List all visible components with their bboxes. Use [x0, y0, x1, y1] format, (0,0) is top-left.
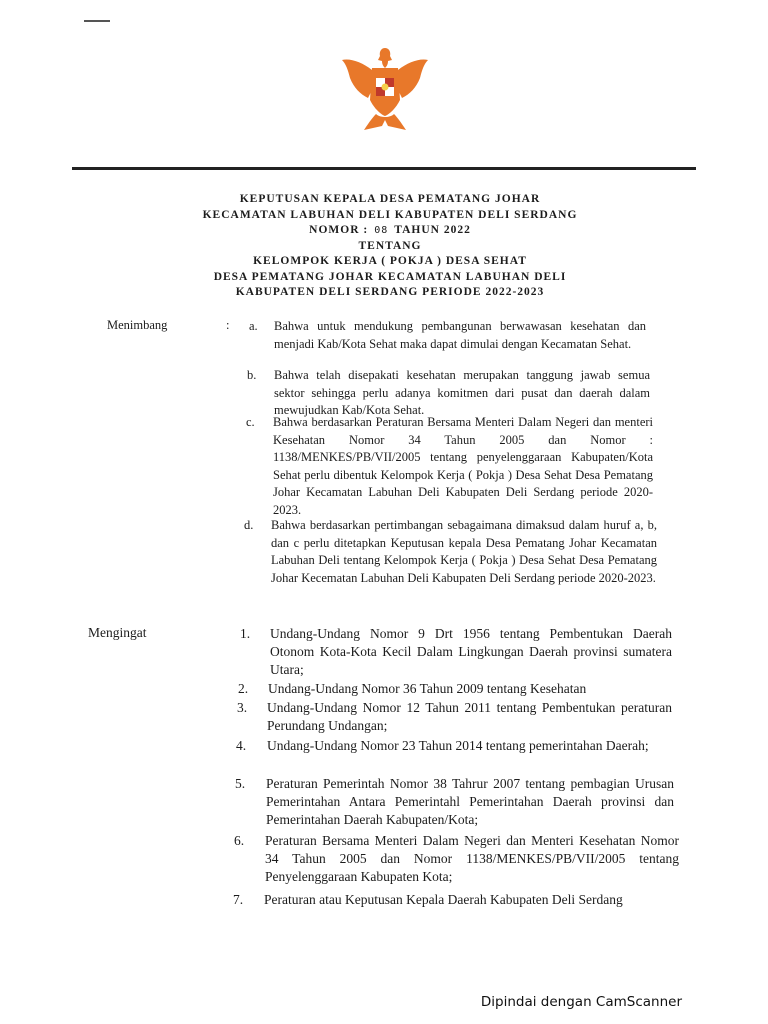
scan-mark	[84, 20, 110, 22]
item-marker: 1.	[240, 626, 251, 641]
nomor-tahun: TAHUN 2022	[394, 224, 471, 236]
nomor-value: 08	[374, 225, 389, 236]
item-text: Undang-Undang Nomor 23 Tahun 2014 tentang pemerintahan Daerah;	[267, 738, 649, 753]
item-text: Bahwa untuk mendukung pembangunan berwawasan kesehatan dan menjadi Kab/Kota Sehat maka dapat dimulai dengan Kecamatan Sehat.	[274, 319, 646, 351]
nomor-line	[120, 223, 660, 239]
item-marker: a.	[249, 319, 258, 333]
item-text: Peraturan Bersama Menteri Dalam Negeri dan Menteri Kesehatan Nomor 34 Tahun 2005 dan Nomor 1138/MENKES/PB/VII/2005 tentang Penyelenggaraan Kabupaten Kota;	[265, 833, 679, 884]
title-line-1: KELOMPOK KERJA ( POKJA ) DESA SEHAT	[253, 255, 527, 267]
item-text: Undang-Undang Nomor 36 Tahun 2009 tentang Kesehatan	[268, 681, 587, 696]
title-line-2: DESA PEMATANG JOHAR KECAMATAN LABUHAN DELI	[213, 270, 567, 283]
garuda-emblem-icon	[338, 44, 432, 134]
header-rule	[72, 167, 696, 170]
item-text: Peraturan atau Keputusan Kepala Daerah Kabupaten Deli Serdang	[264, 892, 623, 907]
item-text: Bahwa telah disepakati kesehatan merupakan tanggung jawab semua sektor sehingga perlu adanya komitmen dari pusat dan daerah dalam mewujudkan Kab/Kota Sehat.	[274, 368, 650, 417]
title-line-3: KABUPATEN DELI SERDANG PERIODE 2022-2023	[235, 286, 545, 298]
nomor-label: NOMOR :	[309, 224, 369, 236]
item-text: Peraturan Pemerintah Nomor 38 Tahrur 2007 tentang pembagian Urusan Pemerintahan Antara Pemerintahl Pemerintahan Daerah provinsi dan Pemerintahan Daerah Kabupaten/Kota;	[266, 776, 674, 827]
item-marker: d.	[244, 518, 254, 532]
item-marker: 2.	[238, 681, 249, 696]
tentang-line: TENTANG	[358, 239, 422, 252]
header-line-2: KECAMATAN LABUHAN DELI KABUPATEN DELI SERDANG	[202, 208, 578, 221]
item-marker: 5.	[235, 776, 246, 791]
header-line-1: KEPUTUSAN KEPALA DESA PEMATANG JOHAR	[239, 193, 541, 205]
item-text: Undang-Undang Nomor 9 Drt 1956 tentang Pembentukan Daerah Otonom Kota-Kota Kecil Dalam Lingkungan Daerah provinsi sumatera Utara;	[270, 626, 672, 677]
item-marker: c.	[246, 415, 255, 429]
scanner-watermark: Dipindai dengan CamScanner	[480, 994, 682, 1010]
item-marker: 3.	[237, 700, 248, 715]
menimbang-colon: :	[226, 318, 230, 332]
menimbang-label: Menimbang	[107, 318, 168, 332]
mengingat-label: Mengingat	[88, 625, 147, 640]
item-marker: 6.	[234, 833, 245, 848]
item-text: Undang-Undang Nomor 12 Tahun 2011 tentang Pembentukan peraturan Perundang Undangan;	[267, 700, 672, 733]
item-text: Bahwa berdasarkan Peraturan Bersama Menteri Dalam Negeri dan menteri Kesehatan Nomor 34 Tahun 2005 dan Nomor : 1138/MENKES/PB/VII/2005 tentang penyelenggaraan Kabupaten/Kota Sehat perlu dibentuk Kelompok Kerja ( Pokja ) Desa Sehat Desa Pematang Johar Kecamatan Labuhan Deli Kabupaten Deli Serdang periode 2020-2023.	[273, 415, 653, 517]
item-marker: b.	[247, 368, 257, 382]
document-header	[120, 192, 660, 301]
item-marker: 4.	[236, 738, 247, 753]
item-marker: 7.	[233, 892, 244, 907]
item-text: Bahwa berdasarkan pertimbangan sebagaimana dimaksud dalam huruf a, b, dan c perlu ditetapkan Keputusan kepala Desa Pematang Johar Kecamatan Labuhan Deli tentang Kelompok Kerja ( Pokja ) Desa Sehat Desa Pematang Johar Kecematan Labuhan Deli Kabupaten Deli Serdang periode 2020-2023.	[271, 518, 657, 585]
